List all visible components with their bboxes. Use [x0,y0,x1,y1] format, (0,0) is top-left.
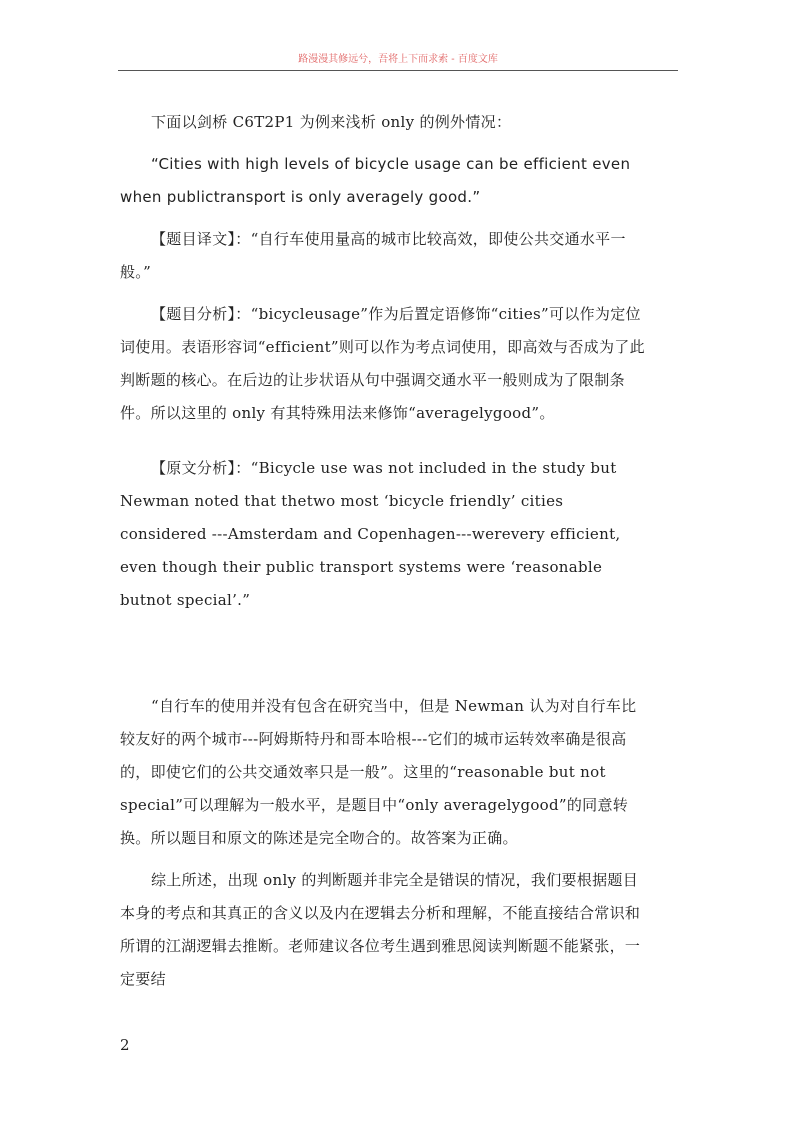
original-text-analysis: 【原文分析】：“Bicycle use was not included in the study but Newman noted that thetwo most ‘bicycle friendly’ cities considered ---Amsterdam and Copenhagen---werevery efficient, even though their public transport systems were ‘reasonable butnot special’.” [120,459,621,609]
question-translation: 【题目译文】：“自行车使用量高的城市比较高效，即使公共交通水平一般。” [120,230,626,281]
spacer [120,214,650,223]
spacer [120,289,650,298]
question-statement: “Cities with high levels of bicycle usage can be efficient even when publictransport is only averagely good.” [120,155,631,206]
intro-paragraph: 下面以剑桥 C6T2P1 为例来浅析 only 的例外情况： [151,113,512,131]
spacer [120,139,650,148]
summary-paragraph: 综上所述，出现 only 的判断题并非完全是错误的情况，我们要根据题目本身的考点和其真正的含义以及内在逻辑去分析和理解，不能直接结合常识和所谓的江湖逻辑去推断。老师建议各位考生遇到雅思阅读判断题不能紧张，一定要结 [120,871,641,988]
original-text-translation: “自行车的使用并没有包含在研究当中，但是 Newman 认为对自行车比较友好的两个城市---阿姆斯特丹和哥本哈根---它们的城市运转效率确是很高的，即使它们的公共交通效率只是一般”。这里的“reasonable but not special”可以理解为一般水平，是题目中“only averagelygood”的同意转换。所以题目和原文的陈述是完全吻合的。故答案为正确。 [120,697,637,847]
spacer [120,430,650,452]
question-analysis: 【题目分析】：“bicycleusage”作为后置定语修饰“cities”可以作为定位词使用。表语形容词“efficient”则可以作为考点词使用，即高效与否成为了此判断题的核心。在后边的让步状语从句中强调交通水平一般则成为了限制条件。所以这里的 only 有其特殊用法来修饰“averagelygood”。 [120,305,645,422]
header-rule [118,70,678,71]
document-body [120,106,650,996]
page-number: 2 [120,1036,130,1054]
spacer [120,617,650,690]
running-header: 路漫漫其修远兮，吾将上下而求索 - 百度文库 [298,54,498,65]
spacer [120,855,650,864]
